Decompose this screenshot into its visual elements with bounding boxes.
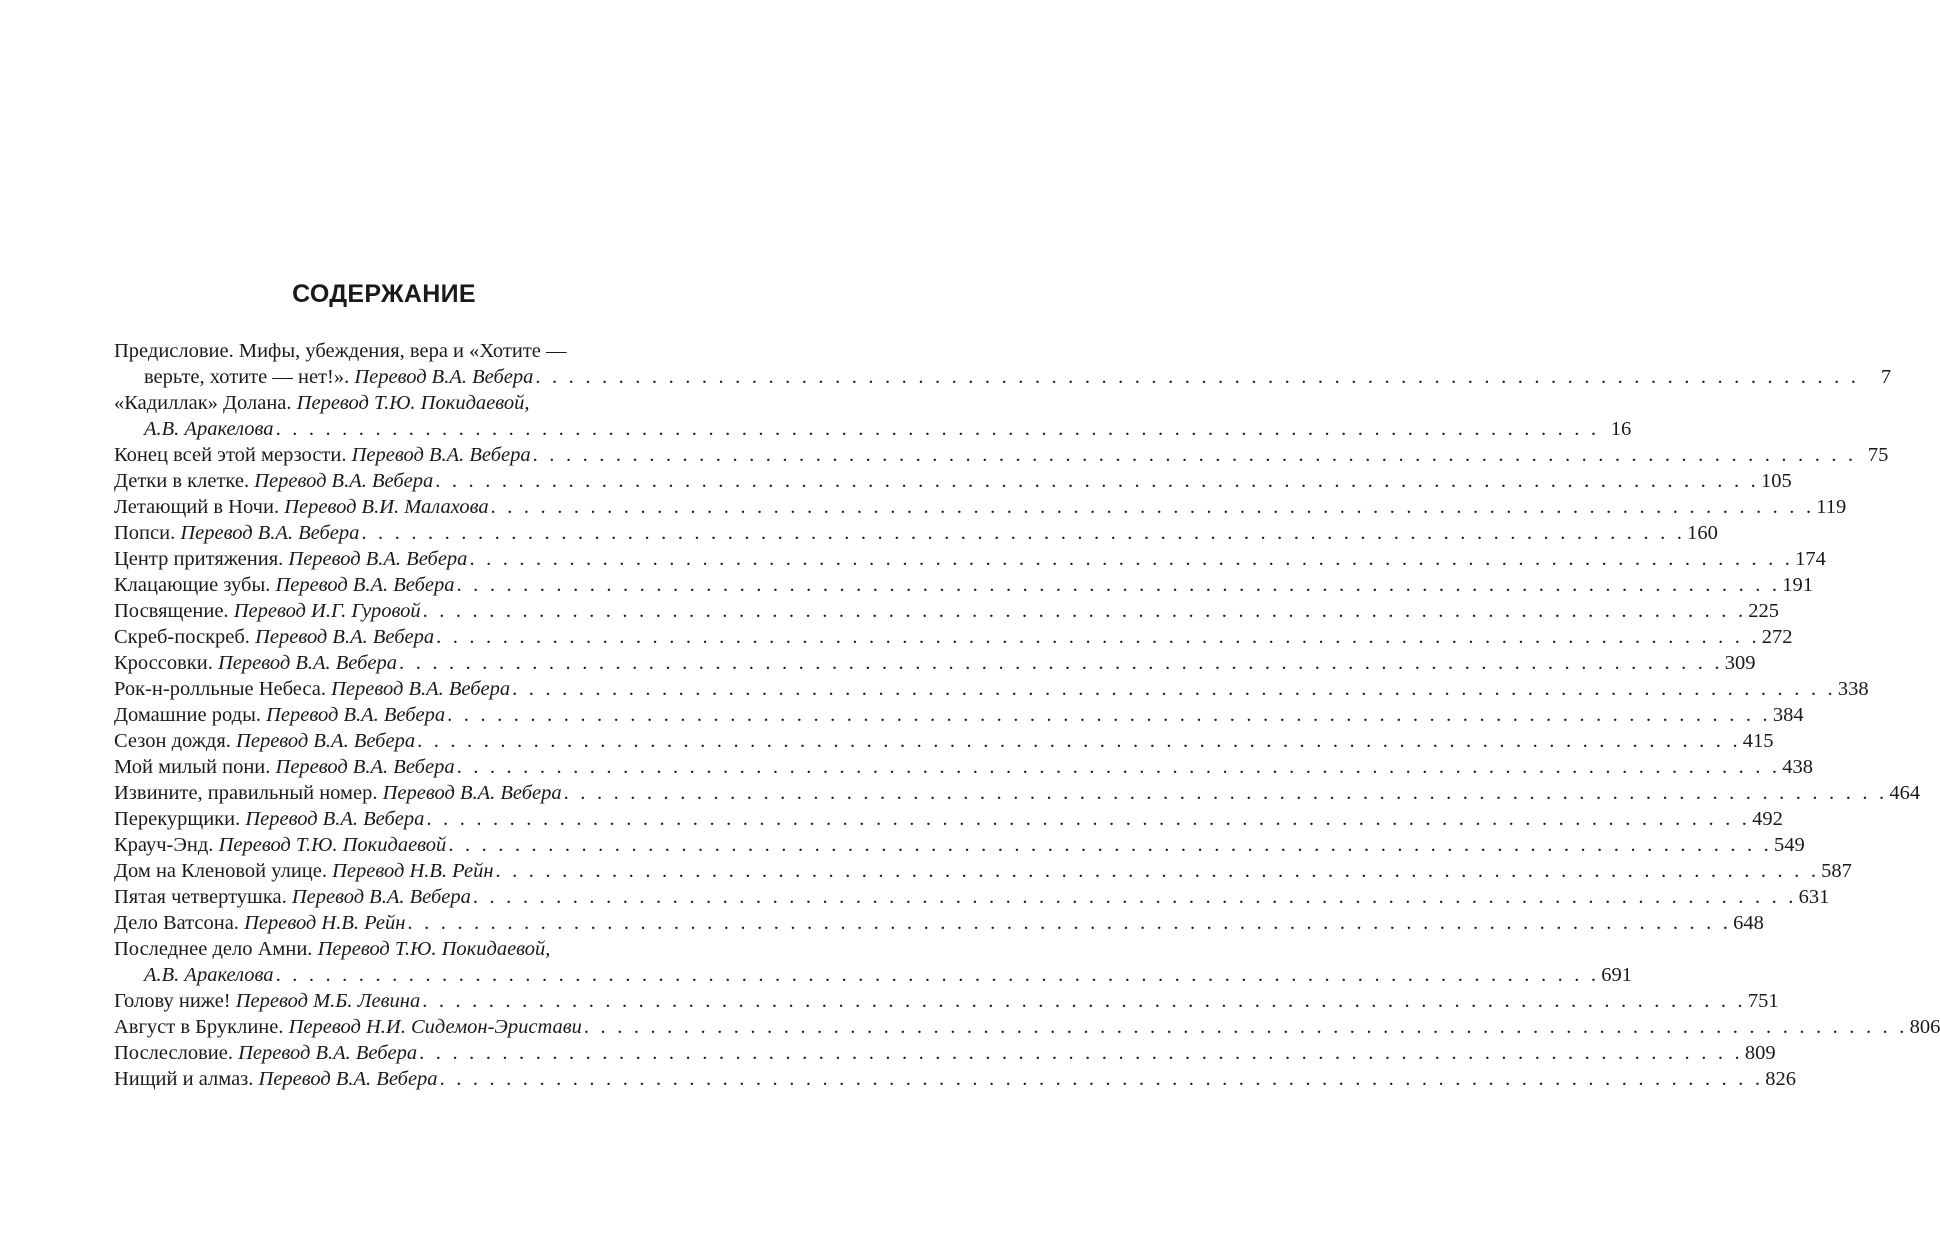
toc-entry [114,442,1889,468]
table-of-contents [114,338,1940,1092]
toc-entry-line [114,468,1792,494]
page-number: 309 [1724,652,1756,674]
toc-entry-line [114,858,1852,884]
toc-entry-text [114,1066,438,1092]
toc-entry-text [114,988,420,1014]
dot-leader: . . . . . . . . . . . . . . . . . . . . . . . . . . . . . . . . . . . . . . . . . . . . . . . . . . . . . . . . . . . . . . . . . . . . . . . . . . . . . . . . [490,496,1815,518]
toc-entry [114,702,1804,728]
page-number: 587 [1821,860,1852,882]
toc-entry-line [114,676,1869,702]
translator-credit: Перевод В.А. Вебера [331,678,511,700]
toc-entry-text [114,598,421,624]
story-title: Рок-н-ролльные Небеса. [114,678,332,700]
page-number: 809 [1744,1042,1776,1064]
story-title: Извините, правильный номер. [114,782,383,804]
toc-entry [114,780,1921,806]
toc-entry-line [114,1066,1796,1092]
dot-leader: . . . . . . . . . . . . . . . . . . . . . . . . . . . . . . . . . . . . . . . . . . . . . . . . . . . . . . . . . . . . . . . . . . . . . . . . . . . . . . . . [448,834,1772,856]
toc-entry [114,572,1813,598]
toc-entry-text [114,806,424,832]
page-number: 438 [1782,756,1814,778]
toc-entry [114,546,1826,572]
story-title: Попси. [114,522,181,544]
story-title: Нищий и алмаз. [114,1068,259,1090]
toc-entry [114,338,1892,390]
toc-entry [114,650,1756,676]
toc-entry-text [114,624,434,650]
toc-entry-line [114,390,680,416]
toc-entry [114,598,1780,624]
page-number: 105 [1760,470,1792,492]
story-title: Детки в клетке. [114,470,255,492]
dot-leader: . . . . . . . . . . . . . . . . . . . . . . . . . . . . . . . . . . . . . . . . . . . . . . . . . . . . . . . . . . . . . . . . . . . . . . . . . . . . . . . . [399,652,1723,674]
toc-entry-text [114,468,433,494]
dot-leader: . . . . . . . . . . . . . . . . . . . . . . . . . . . . . . . . . . . . . . . . . . . . . . . . . . . . . . . . . . . . . . . . . . . . . . . . . . . . . . . . [426,808,1751,830]
story-title: Летающий в Ночи. [114,496,285,518]
story-title: Мой милый пони. [114,756,276,778]
toc-entry-line [114,572,1813,598]
toc-entry-line [114,442,1889,468]
toc-entry-text [114,572,455,598]
toc-entry-text [114,858,493,884]
toc-entry-line [114,598,1780,624]
dot-leader: . . . . . . . . . . . . . . . . . . . . . . . . . . . . . . . . . . . . . . . . . . . . . . . . . . . . . . . . . . . . . . . . . . . . . . . . . . . . . . . . [407,912,1732,934]
toc-entry [114,676,1869,702]
story-title: Последнее дело Амни. [114,938,318,960]
story-title: «Кадиллак» Долана. [114,392,297,414]
dot-leader: . . . . . . . . . . . . . . . . . . . . . . . . . . . . . . . . . . . . . . . . . . . . . . . . . . . . . . . . . . . . . . . . . . . . . . . . . . . . . . . . [469,548,1794,570]
toc-entry-text [144,962,274,988]
toc-entry-line [114,780,1921,806]
toc-entry-line [114,806,1783,832]
toc-entry-text [114,780,562,806]
story-title: Клацающие зубы. [114,574,276,596]
toc-entry-text [114,494,489,520]
page-number: 691 [1601,964,1632,986]
toc-entry [114,728,1774,754]
page-number: 648 [1733,912,1764,934]
translator-credit: Перевод Т.Ю. Покидаевой, [296,392,530,414]
translator-credit: Перевод В.А. Вебера [382,782,562,804]
story-title: Скреб-поскреб. [114,626,256,648]
page-number: 751 [1747,990,1779,1012]
toc-entry-text [144,364,533,390]
dot-leader: . . . . . . . . . . . . . . . . . . . . . . . . . . . . . . . . . . . . . . . . . . . . . . . . . . . . . . . . . . . . . . . . . . . . . . . . . . . . . . . . [583,1016,1908,1038]
page-title: СОДЕРЖАНИЕ [292,280,476,308]
story-title: Предисловие. Мифы, убеждения, вера и «Хотите — [114,340,567,362]
toc-entry-text [114,338,567,364]
translator-credit: Перевод В.А. Вебера [354,366,534,388]
translator-credit: Перевод В.А. Вебера [275,756,455,778]
story-title: Пятая четвертушка. [114,886,292,908]
toc-entry-text [144,416,274,442]
toc-entry-line [114,884,1830,910]
toc-entry-line [114,754,1814,780]
story-title: Кроссовки. [114,652,218,674]
translator-credit: Перевод Н.И. Сидемон-Эристави [288,1016,582,1038]
toc-entry [114,520,1718,546]
dot-leader: . . . . . . . . . . . . . . . . . . . . . . . . . . . . . . . . . . . . . . . . . . . . . . . . . . . . . . . . . . . . . . . . . . . . . . . . . . . . . . . . [472,886,1797,908]
story-title: Сезон дождя. [114,730,237,752]
page-number: 415 [1742,730,1774,752]
toc-entry-text [114,1014,582,1040]
toc-entry [114,494,1847,520]
page-number: 16 [1610,418,1632,440]
dot-leader: . . . . . . . . . . . . . . . . . . . . . . . . . . . . . . . . . . . . . . . . . . . . . . . . . . . . . . . . . . . . . . . . . . . . . . . . . . . . . . . . [512,678,1836,700]
page-number: 119 [1816,496,1847,518]
toc-entry-line [114,702,1804,728]
page-number: 160 [1687,522,1718,544]
toc-entry-line [114,832,1805,858]
toc-entry [114,1014,1940,1040]
translator-credit: А.В. Аракелова [144,964,274,986]
page-number: 549 [1774,834,1805,856]
dot-leader: . . . . . . . . . . . . . . . . . . . . . . . . . . . . . . . . . . . . . . . . . . . . . . . . . . . . . . . . . . . . . . . . . . . . . . . . . . . . . . . . [456,756,1781,778]
translator-credit: Перевод Н.В. Рейн [244,912,406,934]
dot-leader: . . . . . . . . . . . . . . . . . . . . . . . . . . . . . . . . . . . . . . . . . . . . . . . . . . . . . . . . . . . . . . . . . . . . . . . . . . . . . . . . [275,418,1600,440]
toc-entry-text [114,884,471,910]
story-title: верьте, хотите — нет!». [144,366,355,388]
toc-entry-text [114,520,359,546]
toc-entry-line [114,338,680,364]
page-number: 191 [1782,574,1813,596]
dot-leader: . . . . . . . . . . . . . . . . . . . . . . . . . . . . . . . . . . . . . . . . . . . . . . . . . . . . . . . . . . . . . . . . . . . . . . . . . . . . . . . . [436,626,1760,648]
translator-credit: А.В. Аракелова [144,418,274,440]
toc-entry-line [114,1040,1776,1066]
toc-entry-text [114,546,467,572]
page-number: 7 [1880,366,1892,388]
story-title: Голову ниже! [114,990,236,1012]
toc-entry-line [114,650,1756,676]
page-number: 225 [1748,600,1780,622]
story-title: Дом на Кленовой улице. [114,860,333,882]
translator-credit: Перевод В.И. Малахова [284,496,489,518]
story-title: Послесловие. [114,1042,239,1064]
page-number: 384 [1772,704,1804,726]
toc-entry-line [114,936,680,962]
toc-entry [114,910,1764,936]
toc-entry-continuation [114,962,1632,988]
translator-credit: Перевод В.А. Вебера [258,1068,438,1090]
toc-entry-text [114,676,510,702]
translator-credit: Перевод М.Б. Левина [235,990,421,1012]
toc-entry [114,390,1632,442]
story-title: Перекурщики. [114,808,246,830]
translator-credit: Перевод Т.Ю. Покидаевой, [317,938,551,960]
story-title: Крауч-Энд. [114,834,219,856]
page-number: 464 [1889,782,1921,804]
toc-entry-continuation [114,364,1892,390]
dot-leader: . . . . . . . . . . . . . . . . . . . . . . . . . . . . . . . . . . . . . . . . . . . . . . . . . . . . . . . . . . . . . . . . . . . . . . . . . . . . . . . . [435,470,1759,492]
toc-entry-line [114,520,1718,546]
dot-leader: . . . . . . . . . . . . . . . . . . . . . . . . . . . . . . . . . . . . . . . . . . . . . . . . . . . . . . . . . . . . . . . . . . . . . . . . . . . . . . . . [417,730,1741,752]
story-title: Центр притяжения. [114,548,289,570]
page-number: 75 [1867,444,1889,466]
page-number: 174 [1795,548,1826,570]
toc-entry [114,1066,1796,1092]
page-number: 272 [1761,626,1793,648]
toc-entry-line [114,1014,1940,1040]
dot-leader: . . . . . . . . . . . . . . . . . . . . . . . . . . . . . . . . . . . . . . . . . . . . . . . . . . . . . . . . . . . . . . . . . . . . . . . . . . . . . . . . [439,1068,1764,1090]
dot-leader: . . . . . . . . . . . . . . . . . . . . . . . . . . . . . . . . . . . . . . . . . . . . . . . . . . . . . . . . . . . . . . . . . . . . . . . . . . . . . . . . [456,574,1781,596]
translator-credit: Перевод Т.Ю. Покидаевой [218,834,447,856]
toc-entry [114,858,1852,884]
toc-entry-text [114,910,405,936]
dot-leader: . . . . . . . . . . . . . . . . . . . . . . . . . . . . . . . . . . . . . . . . . . . . . . . . . . . . . . . . . . . . . . . . . . . . . . . . . . . . . . . . [495,860,1820,882]
toc-entry-text [114,1040,417,1066]
toc-entry-text [114,728,415,754]
translator-credit: Перевод В.А. Вебера [245,808,425,830]
story-title: Посвящение. [114,600,234,622]
toc-entry [114,754,1814,780]
translator-credit: Перевод В.А. Вебера [180,522,360,544]
toc-entry-line [114,494,1847,520]
translator-credit: Перевод В.А. Вебера [255,626,435,648]
toc-entry-line [114,728,1774,754]
toc-entry [114,936,1632,988]
translator-credit: Перевод В.А. Вебера [254,470,434,492]
toc-entry-text [114,702,445,728]
translator-credit: Перевод В.А. Вебера [275,574,455,596]
story-title: Август в Бруклине. [114,1016,289,1038]
dot-leader: . . . . . . . . . . . . . . . . . . . . . . . . . . . . . . . . . . . . . . . . . . . . . . . . . . . . . . . . . . . . . . . . . . . . . . . . . . . . . . . . [563,782,1888,804]
dot-leader: . . . . . . . . . . . . . . . . . . . . . . . . . . . . . . . . . . . . . . . . . . . . . . . . . . . . . . . . . . . . . . . . . . . . . . . . . . . . . . . . [447,704,1771,726]
translator-credit: Перевод Н.В. Рейн [332,860,494,882]
toc-entry [114,806,1783,832]
toc-entry-text [114,390,530,416]
toc-entry-continuation [114,416,1632,442]
story-title: Конец всей этой мерзости. [114,444,352,466]
toc-entry-text [114,650,397,676]
translator-credit: Перевод В.А. Вебера [291,886,471,908]
page-number: 492 [1752,808,1783,830]
page-number: 826 [1765,1068,1796,1090]
toc-entry-line [114,624,1793,650]
translator-credit: Перевод В.А. Вебера [236,730,416,752]
toc-entry [114,468,1792,494]
dot-leader: . . . . . . . . . . . . . . . . . . . . . . . . . . . . . . . . . . . . . . . . . . . . . . . . . . . . . . . . . . . . . . . . . . . . . . . . . . . . . . . . [419,1042,1743,1064]
dot-leader: . . . . . . . . . . . . . . . . . . . . . . . . . . . . . . . . . . . . . . . . . . . . . . . . . . . . . . . . . . . . . . . . . . . . . . . . . . . . . . . . [275,964,1600,986]
dot-leader: . . . . . . . . . . . . . . . . . . . . . . . . . . . . . . . . . . . . . . . . . . . . . . . . . . . . . . . . . . . . . . . . . . . . . . . . . . . . . . . . [422,600,1747,622]
page-number: 631 [1798,886,1830,908]
story-title: Домашние роды. [114,704,267,726]
toc-entry [114,624,1793,650]
translator-credit: Перевод В.А. Вебера [218,652,398,674]
translator-credit: Перевод И.Г. Гуровой [233,600,421,622]
dot-leader: . . . . . . . . . . . . . . . . . . . . . . . . . . . . . . . . . . . . . . . . . . . . . . . . . . . . . . . . . . . . . . . . . . . . . . . . . . . . . . . . [535,366,1860,388]
translator-credit: Перевод В.А. Вебера [238,1042,418,1064]
toc-entry [114,832,1805,858]
dot-leader: . . . . . . . . . . . . . . . . . . . . . . . . . . . . . . . . . . . . . . . . . . . . . . . . . . . . . . . . . . . . . . . . . . . . . . . . . . . . . . . . [422,990,1746,1012]
toc-entry [114,988,1779,1014]
toc-entry [114,1040,1776,1066]
toc-entry-text [114,936,550,962]
toc-entry-text [114,832,446,858]
dot-leader: . . . . . . . . . . . . . . . . . . . . . . . . . . . . . . . . . . . . . . . . . . . . . . . . . . . . . . . . . . . . . . . . . . . . . . . . . . . . . . . . [361,522,1686,544]
toc-entry-line [114,988,1779,1014]
toc-entry-line [114,910,1764,936]
toc-entry [114,884,1830,910]
translator-credit: Перевод В.А. Вебера [266,704,446,726]
story-title: Дело Ватсона. [114,912,245,934]
page-number: 338 [1837,678,1869,700]
toc-entry-text [114,442,531,468]
translator-credit: Перевод В.А. Вебера [288,548,468,570]
page-number: 806 [1909,1016,1940,1038]
translator-credit: Перевод В.А. Вебера [351,444,531,466]
toc-entry-text [114,754,455,780]
dot-leader: . . . . . . . . . . . . . . . . . . . . . . . . . . . . . . . . . . . . . . . . . . . . . . . . . . . . . . . . . . . . . . . . . . . . . . . . . . . . . . . . [532,444,1857,466]
toc-entry-line [114,546,1826,572]
